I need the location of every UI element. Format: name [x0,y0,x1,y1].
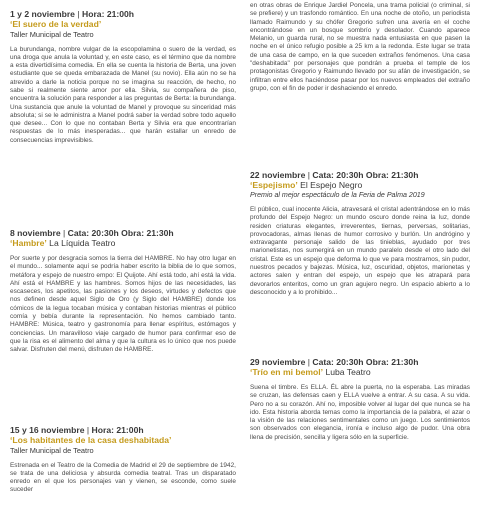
event-date: 29 noviembre | Cata: 20:30h Obra: 21:30h [250,357,419,367]
event-date: 15 y 16 noviembre | Hora: 21:00h [10,425,144,435]
event-company: La Líquida Teatro [49,238,116,249]
event-title: ‘Los habitantes de la casa deshabitada’ [10,435,172,446]
event-title: ‘El suero de la verdad’ [10,19,102,30]
event-3 [10,425,236,495]
event-title: ‘Hambre’ [10,238,47,249]
event-3-continued [250,2,470,93]
event-date: 1 y 2 noviembre | Hora: 21:00h [10,9,135,19]
event-venue: Taller Municipal de Teatro [10,446,94,455]
event-award: Premio al mejor espectáculo de la Feria de Palma 2019 [250,191,425,199]
event-title-line [250,367,470,378]
event-title-line [10,435,236,446]
event-2 [10,228,236,355]
event-description: La burundanga, nombre vulgar de la escopolamina o suero de la verdad, es una droga que anula la voluntad y, en este caso, es el término que da nombre a esta divertidísima comedia. En ella se cuenta la historia de Berta, una joven estudiante que se queda embarazada de Manel (su novio). Ella aún no se ha atrevido a darle la noticia porque no se imagina su reacción, de hecho, no sabe si realmente siente amor por ella. Silvia, su compañera de piso, encuentra la solución para responder a las preguntas de Berta: la burundanga. Una sustancia que anule la voluntad de Manel y provoque su sinceridad más absoluta; si se le administra a Manel podrá saber la verdad sobre todo aquello que desee... Con lo que no contaban Berta y Silvia era que encontrarían respuestas de lo más inesperadas... que harán estallar un enredo de consecuencias imprevisibles. [10,45,236,144]
event-description: Por suerte y por desgracia somos la tierra del HAMBRE. No hay otro lugar en el mundo... solamente aquí se podría haber escrito la biblia de lo que somos, metáfora y espejo de nuestro empo: El Quijote. Ahí está todo, ahí está la vida. Ahí está el HAMBRE y las hambres. Somos hijos de las necesidades, las escaseces, los apetitos, las pasiones y los deseos, virtudes y defectos que nos definen desde aquel Siglo de Oro (y Siglo del HAMBRE) donde los cómicos de la legua tocaban música y contaban historias mientras el público comía y bebía durante la representación. No hemos cambiado tanto. HAMBRE: Música, teatro y gastronomía para llenar espíritus, estómagos y conciencias. Un maravilloso viaje cargado de humor para confirmar eso de que la risa es el alimento del alma y que la cultura es lo único que nos puede salvar. Disfruten del menú, disfruten de HAMBRE. [10,255,236,354]
event-company: Luba Teatro [325,367,371,378]
event-venue: Taller Municipal de Teatro [10,30,94,39]
event-5 [250,357,470,442]
event-description: El público, cual inocente Alicia, atravesará el cristal adentrándose en lo más profundo del Espejo Negro: un mundo oscuro donde reina la luz, donde residen criaturas elegantes, irreverentes, tiernas, perversas, solitarias, provocadoras, almas llenas de humor corrosivo y burlón. Un andrógino y extravagante personaje salido de las tinieblas, ayudado por tres marionetistas, nos sumergirá en un mundo paralelo desde el otro lado del cristal. Este es un espejo que deforma lo que ve para mostrarnos, sin pudor, nuestros pecados y bajezas. Música, luz, oscuridad, objetos, marionetas y actores salen y entran del espejo, un espejo que les atrapará para devorarlos enteritos, como un gran agujero negro. Un espacio abierto a lo desconocido y a lo prohibido... [250,206,470,296]
event-description: Suena el timbre. Es ELLA. ÉL abre la puerta, no la esperaba. Las miradas se cruzan, las defensas caen y ELLA vuelve a entrar. A su casa. A su vida. Pero no a su corazón. Ahí no, imposible volver al lugar del que nunca se ha ido. Esta historia aborda temas como la importancia de la palabra, el azar o la visión de las relaciones sentimentales como un juego. Los sentimientos son observados con elegancia, ironía e incluso algo de pudor. Una obra llena de precisión, sencilla y ligera sólo en la superficie. [250,384,470,441]
event-title-line [250,180,470,191]
event-company: El Espejo Negro [300,180,363,191]
event-title: ‘Espejismo’ [250,180,298,191]
event-title: ‘Trío en mi bemol’ [250,367,324,378]
event-description: en otras obras de Enrique Jardiel Poncela, una trama policial (o criminal, si se prefiere) y un trasfondo romántico. En una noche de otoño, un periodista llamado Raimundo y su chófer Gregorio sufren una avería en el coche encontrándose en un bosque sombrío y desolador. Cuando aparece Melanio, un guarda rural, no se muestra nada entusiasta en que pasen la noche en el único refugio posible a 25 km a la redonda. Este lugar se trata de una casa de campo, en la que suceden extraños fenómenos. Una casa "deshabitada" por personajes que pondrán a prueba el temple de los protagonistas Gregorio y Raimundo llevado por su afán de investigación, se infiltran entre ellos haciéndose pasar por los nuevos empleados del extraño grupo, con el fin de poder ir deshaciendo el enredo. [250,2,470,92]
event-1 [10,9,236,145]
event-date: 22 noviembre | Cata: 20:30h Obra: 21:30h [250,170,419,180]
event-description: Estrenada en el Teatro de la Comedia de Madrid el 29 de septiembre de 1942, se trata de una deliciosa y absurda comedia teatral. Tras un disparatado enredo en el que los personajes van y vienen, se esconde, como suele suceder [10,461,236,494]
event-title-line [10,19,236,30]
event-date: 8 noviembre | Cata: 20:30h Obra: 21:30h [10,228,174,238]
event-title-line [10,238,236,249]
event-4 [250,170,470,297]
